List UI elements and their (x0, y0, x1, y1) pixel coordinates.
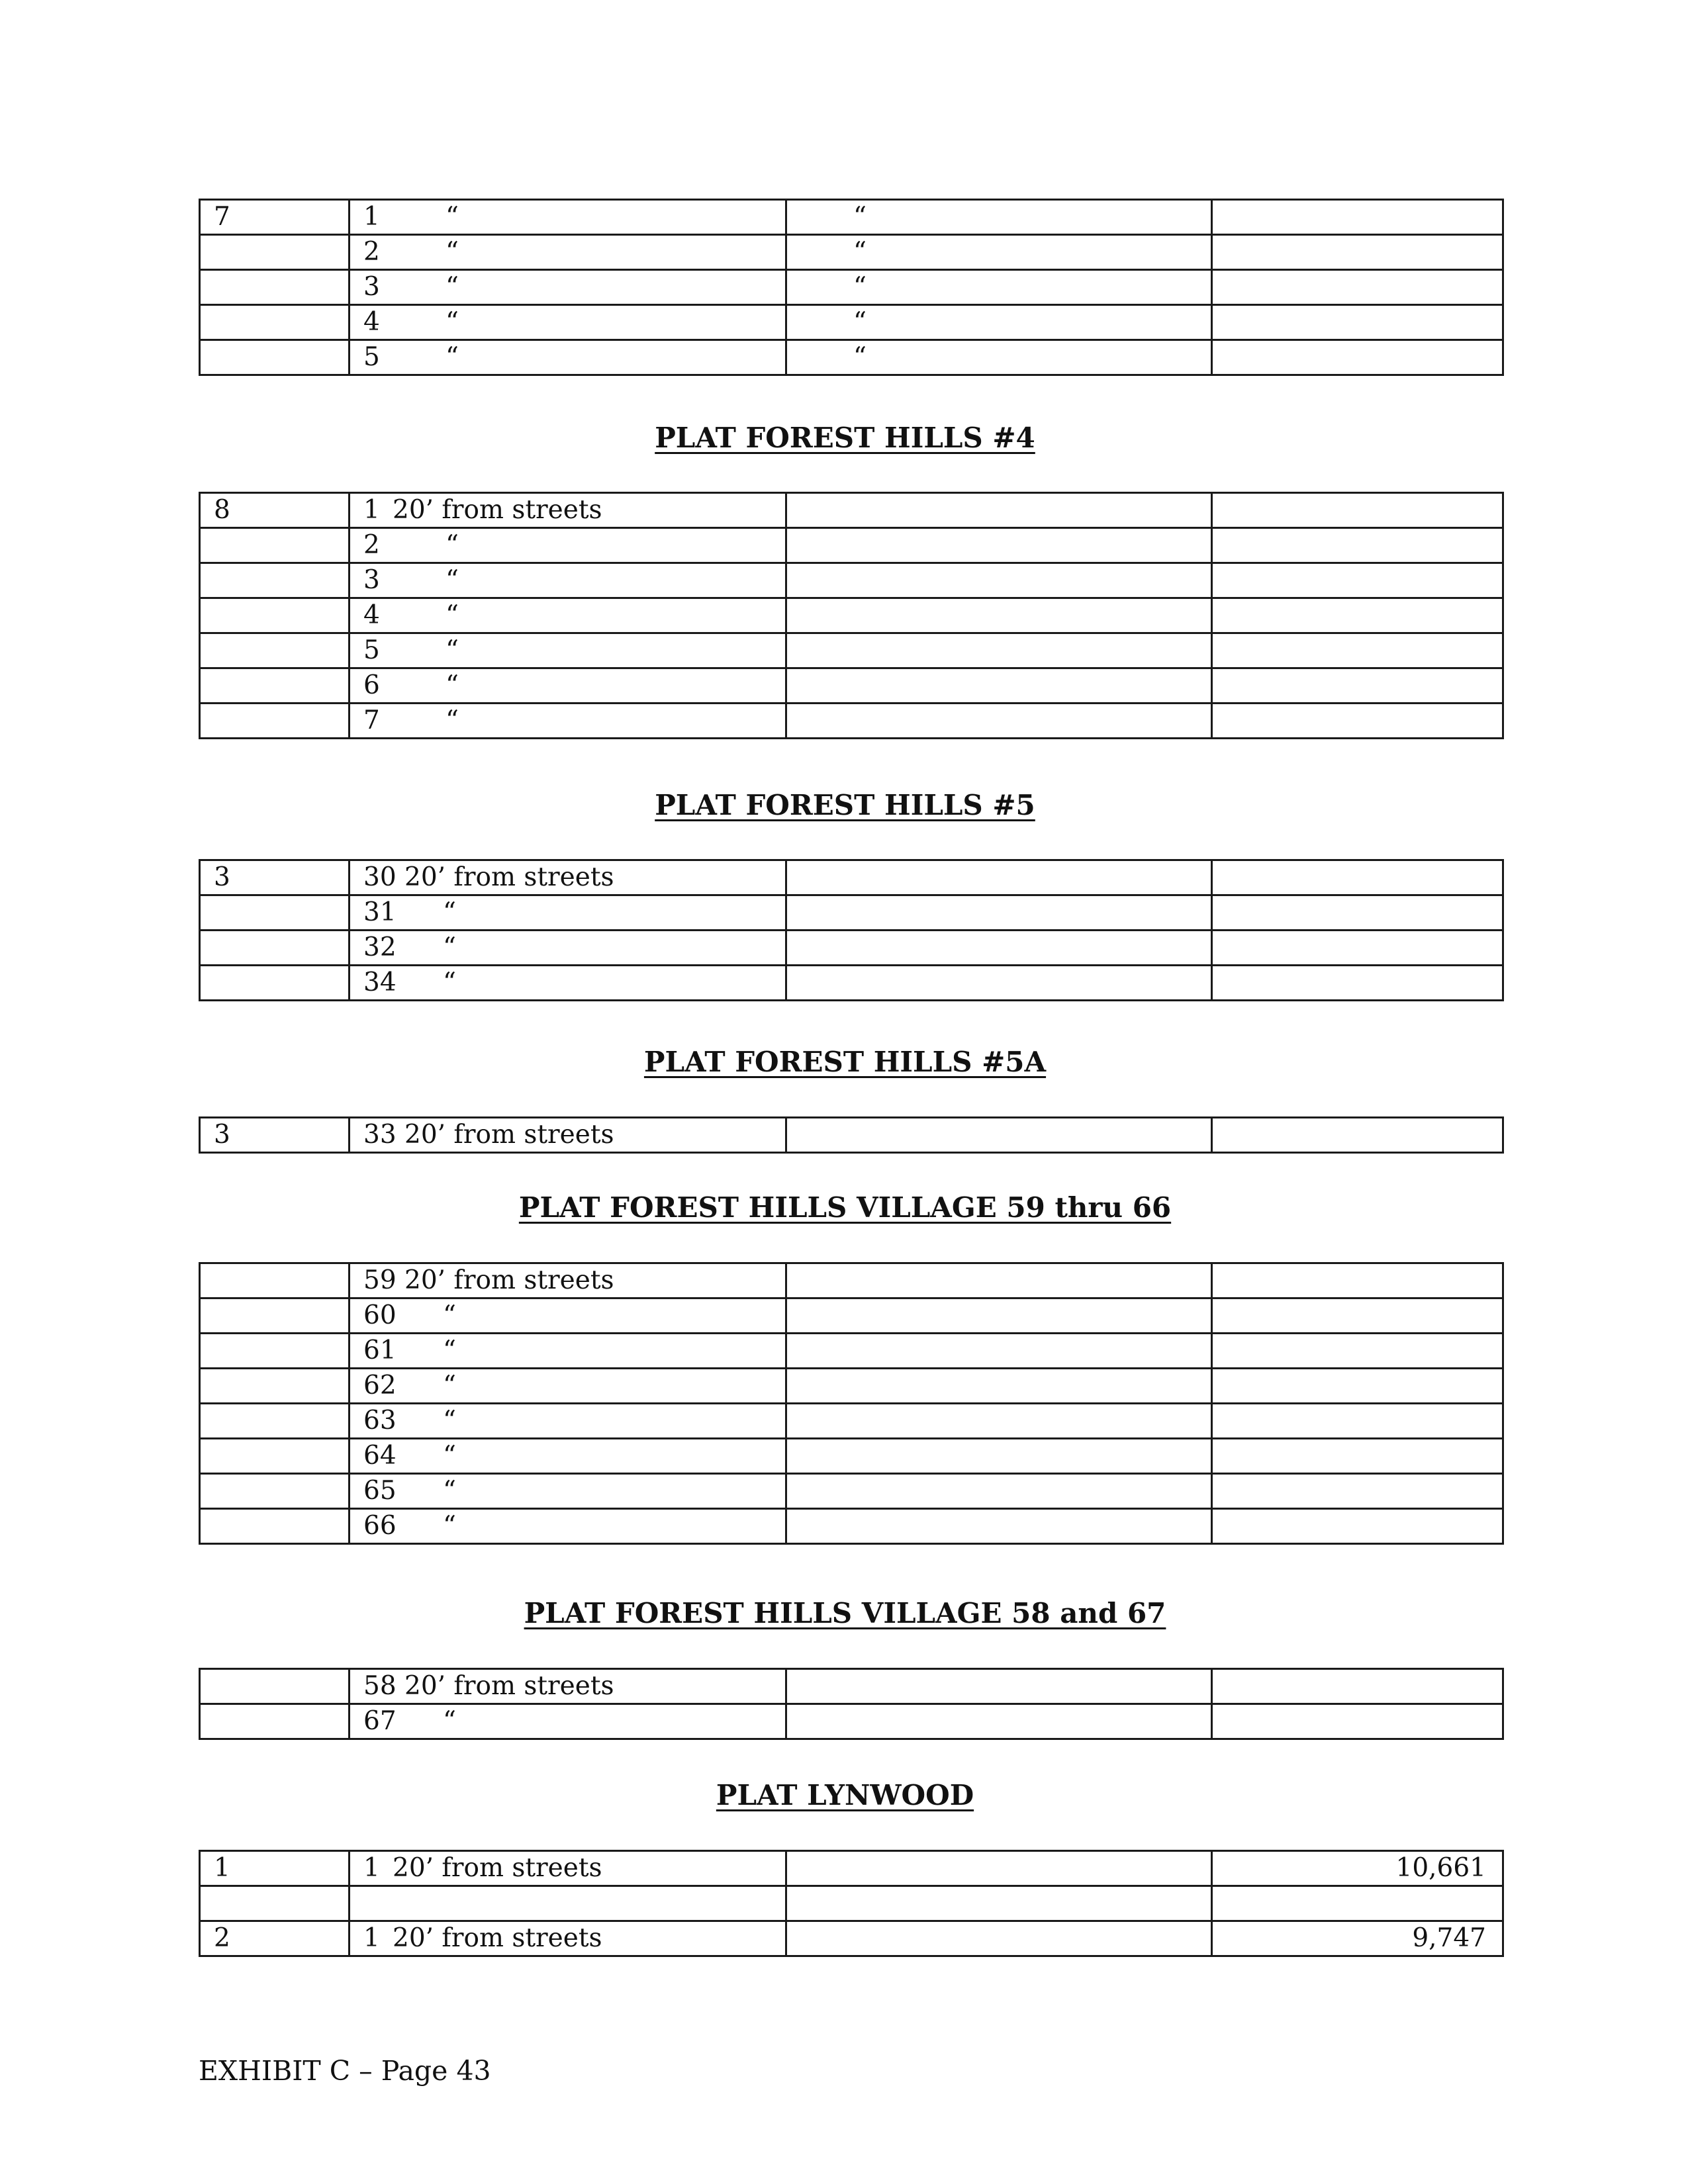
lot-setback-note: 20’ from streets (404, 862, 614, 892)
block-cell (200, 895, 350, 931)
lot-number: 32 (363, 933, 397, 962)
table-row (200, 668, 1503, 704)
lot-cell (350, 1851, 786, 1886)
block-cell (200, 1509, 350, 1544)
lot-cell (350, 1369, 786, 1404)
area-cell (1212, 598, 1503, 633)
block-cell (200, 668, 350, 704)
lot-number: 1 (363, 495, 380, 525)
column-3-cell (786, 704, 1212, 739)
block-cell (200, 1439, 350, 1474)
column-3-cell (786, 1704, 1212, 1739)
block-cell (200, 340, 350, 375)
column-3-cell (786, 340, 1212, 375)
lot-cell (350, 1404, 786, 1439)
lot-number: 4 (363, 307, 380, 337)
block-cell (200, 1669, 350, 1704)
block-cell (200, 931, 350, 966)
table-row (200, 235, 1503, 270)
lot-cell (350, 235, 786, 270)
lot-number: 6 (363, 670, 380, 700)
lot-cell (350, 305, 786, 340)
lot-cell (350, 528, 786, 563)
lot-number: 1 (363, 1923, 380, 1953)
column-3-cell (786, 1921, 1212, 1956)
lot-setback-note: “ (445, 600, 459, 630)
lot-cell (350, 895, 786, 931)
block-cell (200, 235, 350, 270)
table-row (200, 1886, 1503, 1921)
lot-setback-note: 20’ from streets (404, 1265, 614, 1295)
lot-cell (350, 966, 786, 1001)
section-heading-lynwood: PLAT LYNWOOD (716, 1779, 974, 1811)
lot-setback-note: “ (445, 565, 459, 595)
section-heading-forest-hills-5a: PLAT FOREST HILLS #5A (643, 1046, 1047, 1078)
lot-number: 63 (363, 1406, 397, 1435)
lot-number: 65 (363, 1476, 397, 1506)
block-cell (200, 966, 350, 1001)
lot-table-lynwood (199, 1850, 1504, 1957)
lot-number: 30 (363, 862, 397, 892)
table-row (200, 1118, 1503, 1153)
lot-cell (350, 1298, 786, 1334)
area-cell (1212, 668, 1503, 704)
area-cell (1212, 200, 1503, 235)
lot-setback-note: “ (445, 530, 459, 560)
area-cell: 10,661 (1212, 1851, 1503, 1886)
area-cell (1212, 860, 1503, 895)
table-row (200, 966, 1503, 1001)
lot-number: 60 (363, 1300, 397, 1330)
lot-table-forest-hills-4 (199, 492, 1504, 739)
lot-table-forest-hills-5 (199, 859, 1504, 1001)
column-3-cell (786, 493, 1212, 528)
lot-cell (350, 1474, 786, 1509)
block-cell (200, 270, 350, 305)
lot-setback-note: “ (443, 1336, 456, 1365)
block-cell (200, 1369, 350, 1404)
lot-setback-note: “ (445, 635, 459, 665)
lot-setback-note: “ (443, 1441, 456, 1471)
lot-cell (350, 1509, 786, 1544)
column-3-value: “ (853, 342, 867, 372)
lot-cell (350, 563, 786, 598)
area-cell (1212, 340, 1503, 375)
block-cell: 3 (200, 1118, 350, 1153)
lot-setback-note: “ (443, 933, 456, 962)
table-row (200, 1669, 1503, 1704)
lot-setback-note: “ (445, 202, 459, 232)
lot-table-block-7 (199, 199, 1504, 376)
table-row (200, 1704, 1503, 1739)
area-cell (1212, 1704, 1503, 1739)
block-cell (200, 1298, 350, 1334)
lot-cell (350, 1921, 786, 1956)
area-cell (1212, 1509, 1503, 1544)
table-row (200, 1439, 1503, 1474)
lot-cell (350, 200, 786, 235)
area-cell (1212, 1669, 1503, 1704)
table-row (200, 598, 1503, 633)
lot-cell (350, 1118, 786, 1153)
block-cell (200, 704, 350, 739)
lot-cell (350, 860, 786, 895)
lot-number: 62 (363, 1371, 397, 1400)
column-3-cell (786, 528, 1212, 563)
column-3-cell (786, 270, 1212, 305)
area-cell (1212, 931, 1503, 966)
area-cell (1212, 1439, 1503, 1474)
column-3-cell (786, 1509, 1212, 1544)
lot-table-forest-hills-5a (199, 1116, 1504, 1154)
column-3-cell (786, 860, 1212, 895)
lot-setback-note: “ (443, 1300, 456, 1330)
table-row (200, 1851, 1503, 1886)
table-row (200, 305, 1503, 340)
lot-setback-note: 20’ from streets (404, 1120, 614, 1150)
lot-setback-note: “ (443, 1406, 456, 1435)
lot-number: 58 (363, 1671, 397, 1701)
table-row (200, 563, 1503, 598)
column-3-value: “ (853, 237, 867, 267)
table-row (200, 340, 1503, 375)
lot-cell (350, 1263, 786, 1298)
section-heading-forest-hills-village-59-66: PLAT FOREST HILLS VILLAGE 59 thru 66 (518, 1191, 1172, 1224)
column-3-cell (786, 598, 1212, 633)
lot-number: 7 (363, 705, 380, 735)
column-3-cell (786, 1263, 1212, 1298)
table-row (200, 1921, 1503, 1956)
column-3-cell (786, 1474, 1212, 1509)
area-cell (1212, 1118, 1503, 1153)
lot-setback-note: “ (443, 968, 456, 997)
lot-setback-note: 20’ from streets (393, 1923, 602, 1953)
block-cell (200, 1474, 350, 1509)
area-cell (1212, 1886, 1503, 1921)
table-row (200, 1263, 1503, 1298)
area-cell (1212, 493, 1503, 528)
column-3-cell (786, 1439, 1212, 1474)
lot-number: 5 (363, 342, 380, 372)
section-heading-forest-hills-village-58-67: PLAT FOREST HILLS VILLAGE 58 and 67 (524, 1597, 1166, 1629)
area-cell (1212, 704, 1503, 739)
column-3-cell (786, 931, 1212, 966)
lot-cell (350, 1669, 786, 1704)
block-cell (200, 1704, 350, 1739)
area-cell (1212, 633, 1503, 668)
lot-table-forest-hills-village-58-67 (199, 1668, 1504, 1740)
lot-cell (350, 1886, 786, 1921)
area-cell (1212, 1404, 1503, 1439)
block-cell (200, 305, 350, 340)
lot-number: 66 (363, 1511, 397, 1541)
lot-setback-note: 20’ from streets (393, 1853, 602, 1883)
block-cell (200, 1334, 350, 1369)
area-cell (1212, 235, 1503, 270)
column-3-cell (786, 563, 1212, 598)
lot-setback-note: “ (445, 705, 459, 735)
area-cell: 9,747 (1212, 1921, 1503, 1956)
table-row (200, 1298, 1503, 1334)
area-cell (1212, 270, 1503, 305)
block-cell (200, 633, 350, 668)
page-footer: EXHIBIT C – Page 43 (199, 2055, 491, 2087)
area-cell (1212, 1369, 1503, 1404)
lot-cell (350, 340, 786, 375)
column-3-cell (786, 235, 1212, 270)
table-row (200, 860, 1503, 895)
lot-number: 59 (363, 1265, 397, 1295)
lot-setback-note: “ (445, 237, 459, 267)
lot-setback-note: 20’ from streets (404, 1671, 614, 1701)
lot-number: 1 (363, 202, 380, 232)
area-cell (1212, 305, 1503, 340)
area-cell (1212, 563, 1503, 598)
block-cell (200, 528, 350, 563)
section-heading-forest-hills-4: PLAT FOREST HILLS #4 (655, 422, 1035, 454)
table-row (200, 931, 1503, 966)
lot-setback-note: “ (445, 342, 459, 372)
block-cell (200, 1886, 350, 1921)
lot-number: 1 (363, 1853, 380, 1883)
lot-cell (350, 1704, 786, 1739)
block-cell (200, 563, 350, 598)
column-3-cell (786, 305, 1212, 340)
lot-setback-note: “ (443, 1706, 456, 1736)
block-cell: 7 (200, 200, 350, 235)
area-cell (1212, 1474, 1503, 1509)
lot-setback-note: “ (443, 1511, 456, 1541)
lot-number: 4 (363, 600, 380, 630)
table-row (200, 493, 1503, 528)
table-row (200, 200, 1503, 235)
block-cell (200, 598, 350, 633)
column-3-value: “ (853, 202, 867, 232)
lot-setback-note: “ (443, 897, 456, 927)
area-cell (1212, 966, 1503, 1001)
block-cell: 8 (200, 493, 350, 528)
column-3-cell (786, 633, 1212, 668)
area-cell (1212, 528, 1503, 563)
lot-setback-note: “ (445, 307, 459, 337)
lot-number: 3 (363, 565, 380, 595)
column-3-cell (786, 1851, 1212, 1886)
lot-number: 2 (363, 530, 380, 560)
column-3-cell (786, 1404, 1212, 1439)
lot-cell (350, 633, 786, 668)
column-3-cell (786, 1669, 1212, 1704)
lot-setback-note: “ (443, 1371, 456, 1400)
lot-number: 31 (363, 897, 397, 927)
lot-number: 3 (363, 272, 380, 302)
block-cell: 2 (200, 1921, 350, 1956)
column-3-cell (786, 668, 1212, 704)
column-3-value: “ (853, 272, 867, 302)
block-cell: 3 (200, 860, 350, 895)
lot-setback-note: 20’ from streets (393, 495, 602, 525)
table-row (200, 704, 1503, 739)
table-row (200, 1369, 1503, 1404)
column-3-cell (786, 966, 1212, 1001)
lot-cell (350, 1439, 786, 1474)
lot-number: 33 (363, 1120, 397, 1150)
area-cell (1212, 1334, 1503, 1369)
lot-number: 5 (363, 635, 380, 665)
lot-cell (350, 931, 786, 966)
block-cell (200, 1404, 350, 1439)
lot-cell (350, 1334, 786, 1369)
lot-number: 61 (363, 1336, 397, 1365)
section-heading-forest-hills-5: PLAT FOREST HILLS #5 (655, 789, 1035, 821)
area-cell (1212, 1298, 1503, 1334)
table-row (200, 633, 1503, 668)
table-row (200, 1404, 1503, 1439)
column-3-cell (786, 895, 1212, 931)
lot-number: 67 (363, 1706, 397, 1736)
lot-setback-note: “ (445, 670, 459, 700)
area-cell (1212, 895, 1503, 931)
column-3-cell (786, 1118, 1212, 1153)
table-row (200, 1509, 1503, 1544)
table-row (200, 270, 1503, 305)
lot-number: 64 (363, 1441, 397, 1471)
lot-cell (350, 493, 786, 528)
column-3-cell (786, 1369, 1212, 1404)
column-3-value: “ (853, 307, 867, 337)
table-row (200, 1334, 1503, 1369)
lot-table-forest-hills-village-59-66 (199, 1262, 1504, 1545)
block-cell (200, 1263, 350, 1298)
area-cell (1212, 1263, 1503, 1298)
lot-cell (350, 598, 786, 633)
table-row (200, 1474, 1503, 1509)
lot-cell (350, 270, 786, 305)
block-cell: 1 (200, 1851, 350, 1886)
lot-number: 2 (363, 237, 380, 267)
lot-cell (350, 704, 786, 739)
column-3-cell (786, 1886, 1212, 1921)
lot-cell (350, 668, 786, 704)
lot-setback-note: “ (445, 272, 459, 302)
lot-number: 34 (363, 968, 397, 997)
column-3-cell (786, 1298, 1212, 1334)
column-3-cell (786, 200, 1212, 235)
table-row (200, 528, 1503, 563)
lot-setback-note: “ (443, 1476, 456, 1506)
column-3-cell (786, 1334, 1212, 1369)
table-row (200, 895, 1503, 931)
